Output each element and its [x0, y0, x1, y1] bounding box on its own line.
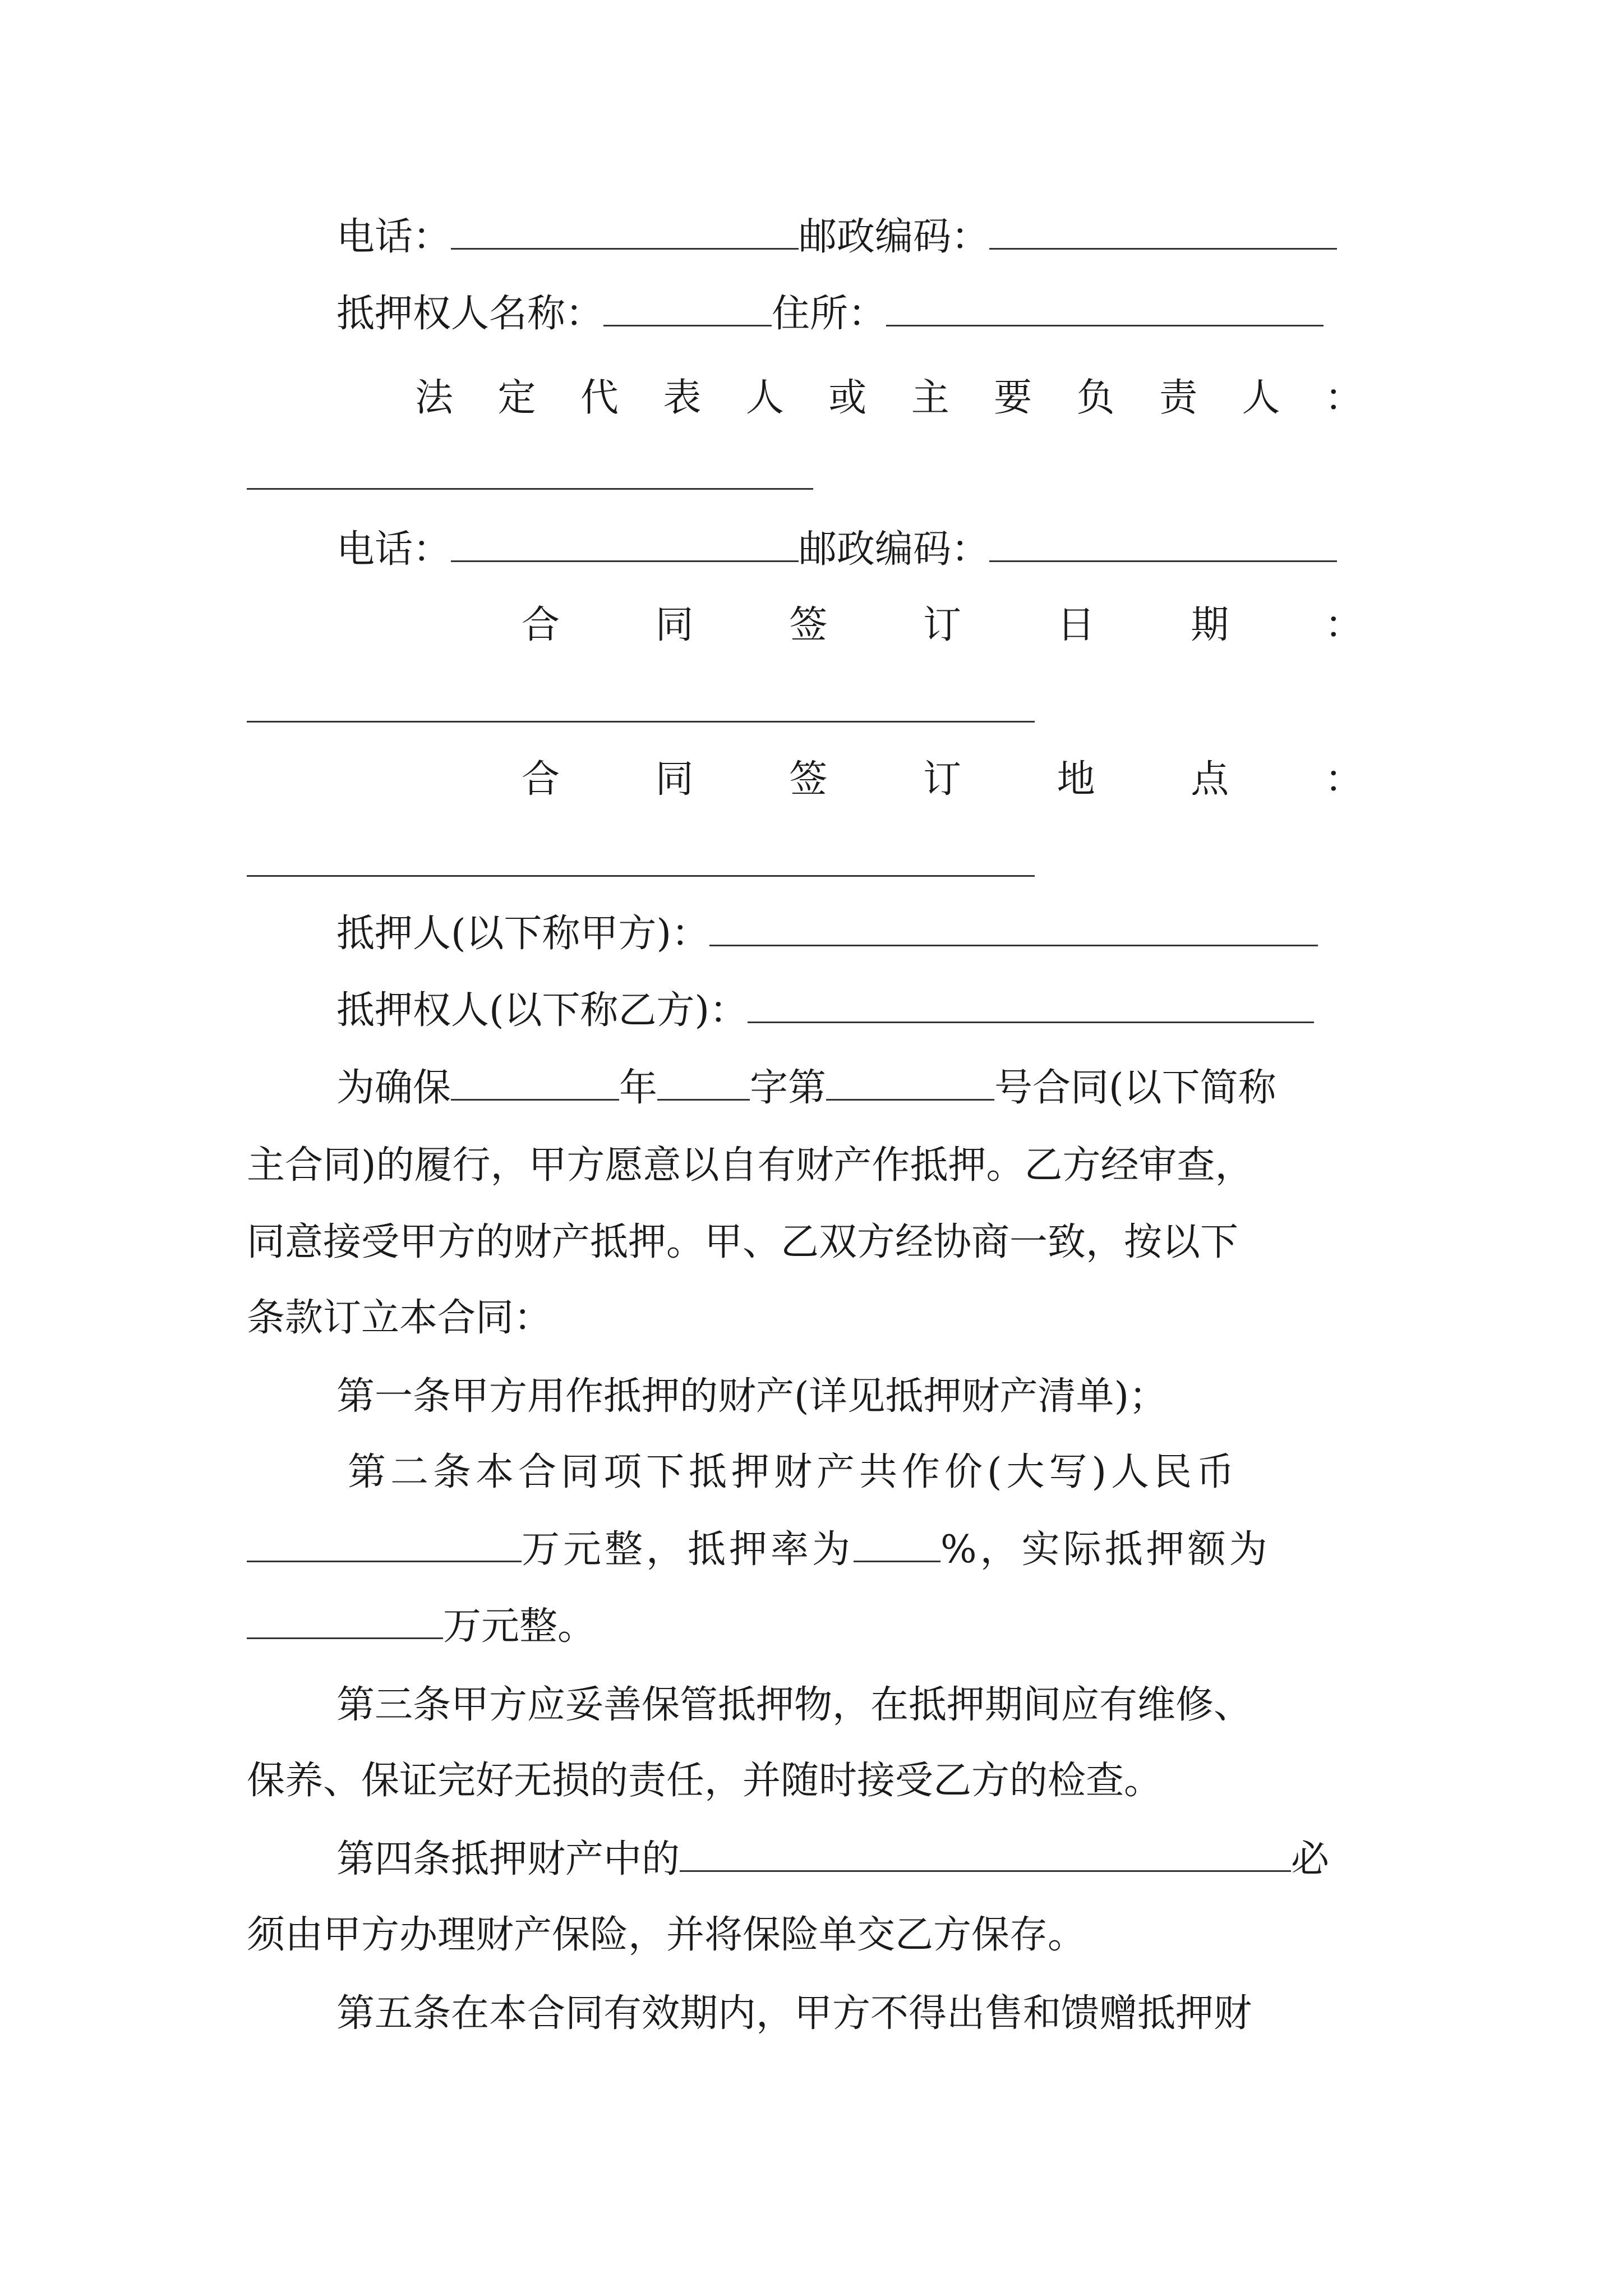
intro-text: 字第 [750, 1066, 827, 1110]
intro-text: 为确保 [336, 1066, 451, 1110]
sign-date-char: 日 [1057, 603, 1095, 647]
article-4-text: 必 [1291, 1837, 1330, 1881]
article-2-line-1: 第二条本合同项下抵押财产共作价(大写)人民币 [348, 1450, 1239, 1494]
phone-blank[interactable] [451, 526, 799, 562]
sign-date-char: 期 [1191, 603, 1229, 647]
legal-rep-char: ： [1324, 376, 1363, 420]
mortgage-rate-blank[interactable] [854, 1526, 940, 1562]
legal-rep-char: 法 [415, 376, 454, 420]
legal-rep-char: 代 [580, 376, 619, 420]
phone-postcode-line-1 [336, 212, 1337, 263]
article-2-text: 万元整。 [443, 1604, 596, 1649]
sign-date-char: 同 [655, 603, 694, 647]
postcode-blank[interactable] [989, 213, 1337, 250]
sign-place-char: 签 [789, 757, 828, 802]
article-4-line-1 [336, 1834, 1329, 1885]
intro-line-4: 条款订立本合同： [247, 1296, 552, 1340]
legal-rep-char: 人 [1242, 376, 1280, 420]
mortgagee-name-line [336, 289, 1324, 339]
legal-rep-char: 表 [663, 376, 702, 420]
valuation-blank[interactable] [247, 1526, 522, 1562]
sign-date-char: 订 [923, 603, 961, 647]
actual-amount-blank[interactable] [247, 1603, 443, 1639]
sign-place-char: 地 [1057, 757, 1095, 802]
intro-line-3: 同意接受甲方的财产抵押。甲、乙双方经协商一致，按以下 [247, 1220, 1239, 1264]
char-blank[interactable] [657, 1064, 750, 1101]
sign-date-char: 合 [522, 603, 560, 647]
legal-rep-char: 或 [828, 376, 867, 420]
sign-place-blank[interactable] [247, 875, 1035, 877]
mortgagor-label: 抵押人(以下称甲方)： [336, 912, 710, 956]
article-3-line-2: 保养、保证完好无损的责任，并随时接受乙方的检查。 [247, 1759, 1163, 1803]
phone-label: 电话： [336, 527, 451, 572]
address-label: 住所： [772, 292, 887, 336]
article-4-line-2: 须由甲方办理财产保险，并将保险单交乙方保存。 [247, 1913, 1086, 1957]
mortgagee-label: 抵押权人(以下称乙方)： [336, 988, 748, 1033]
year-blank[interactable] [451, 1064, 619, 1101]
article-3-line-1: 第三条甲方应妥善保管抵押物，在抵押期间应有维修、 [336, 1683, 1252, 1727]
postcode-blank[interactable] [989, 526, 1337, 562]
legal-rep-char: 负 [1076, 376, 1115, 420]
legal-rep-char: 要 [994, 376, 1032, 420]
legal-rep-char: 责 [1159, 376, 1198, 420]
phone-label: 电话： [336, 215, 451, 259]
insured-property-blank[interactable] [680, 1835, 1291, 1872]
article-2-text: 万元整，抵押率为 [522, 1527, 854, 1572]
legal-rep-char: 主 [911, 376, 949, 420]
sign-date-char: ： [1324, 603, 1363, 647]
article-4-text: 第四条抵押财产中的 [336, 1837, 680, 1881]
sign-place-char: 同 [655, 757, 694, 802]
sign-place-char: 订 [923, 757, 961, 802]
mortgagor-blank[interactable] [709, 910, 1318, 946]
legal-rep-char: 人 [745, 376, 784, 420]
address-blank[interactable] [886, 290, 1324, 326]
intro-line-2: 主合同)的履行，甲方愿意以自有财产作抵押。乙方经审查， [247, 1143, 1253, 1188]
mortgagee-blank[interactable] [748, 987, 1314, 1023]
mortgagee-name-label: 抵押权人名称： [336, 292, 604, 336]
article-1: 第一条甲方用作抵押的财产(详见抵押财产清单)； [336, 1374, 1168, 1419]
postcode-label: 邮政编码： [799, 215, 990, 259]
mortgagee-line [336, 986, 1314, 1036]
mortgagor-line [336, 909, 1318, 959]
phone-postcode-line-2 [336, 524, 1337, 575]
sign-place-label [522, 754, 1363, 805]
article-2-text: %，实际抵押额为 [940, 1527, 1271, 1572]
phone-blank[interactable] [451, 213, 799, 250]
intro-text: 号合同(以下简称 [994, 1066, 1276, 1110]
article-2-line-2 [247, 1525, 1271, 1575]
legal-rep-char: 定 [497, 376, 536, 420]
sign-place-char: 点 [1191, 757, 1229, 802]
sign-place-char: ： [1324, 757, 1363, 802]
article-5-line-1: 第五条在本合同有效期内，甲方不得出售和馈赠抵押财 [336, 1991, 1252, 2036]
contract-no-blank[interactable] [826, 1064, 994, 1101]
sign-date-char: 签 [789, 603, 828, 647]
sign-date-label [522, 600, 1363, 651]
legal-rep-label [415, 373, 1363, 424]
sign-date-blank[interactable] [247, 721, 1035, 723]
postcode-label: 邮政编码： [799, 527, 990, 572]
article-2-line-3 [247, 1602, 596, 1652]
legal-rep-blank[interactable] [247, 488, 813, 490]
mortgagee-name-blank[interactable] [603, 290, 772, 326]
sign-place-char: 合 [522, 757, 560, 802]
intro-text: 年 [619, 1066, 658, 1110]
intro-line-1 [336, 1063, 1276, 1114]
